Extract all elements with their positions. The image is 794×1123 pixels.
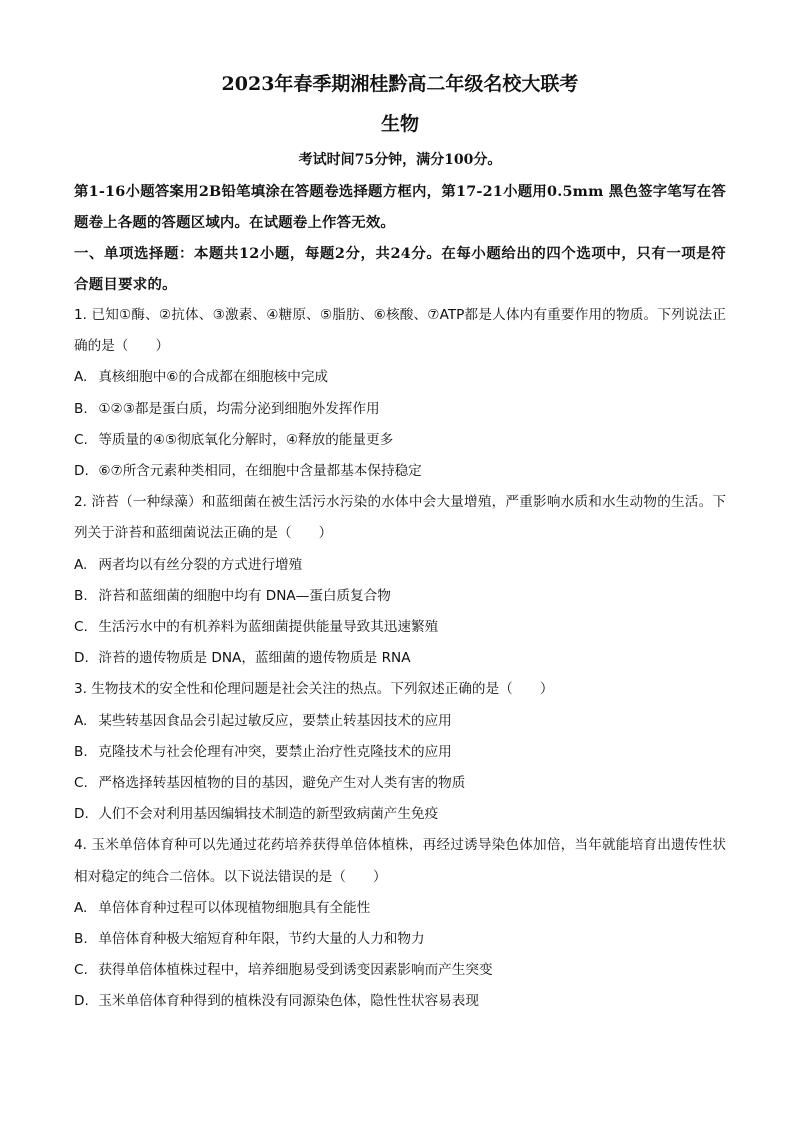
exam-page [74,64,726,1018]
option-text: 人们不会对利用基因编辑技术制造的新型致病菌产生免疫 [98,806,439,823]
question-stem: 2. 浒苔（一种绿藻）和蓝细菌在被生活污水污染的水体中会大量增殖，严重影响水质和水生动物的生活。下列关于浒苔和蓝细菌说法正确的是（ ） [74,494,726,542]
option-letter: A. [74,369,88,386]
option-b [74,394,726,425]
option-d [74,986,726,1017]
option-text: 生活污水中的有机养料为蓝细菌提供能量导致其迅速繁殖 [98,619,439,636]
option-text: ①②③都是蛋白质，均需分泌到细胞外发挥作用 [98,400,380,417]
option-a [74,893,726,924]
option-text: 某些转基因食品会引起过敏反应，要禁止转基因技术的应用 [98,712,452,729]
question-4 [74,830,726,1017]
option-letter: C. [74,431,88,448]
option-letter: A. [74,899,88,916]
option-letter: B. [74,743,88,760]
subject-title: 生物 [380,113,419,135]
question-2 [74,487,726,674]
option-letter: B. [74,931,88,948]
option-letter: C. [74,962,88,979]
option-text: 单倍体育种极大缩短育种年限，节约大量的人力和物力 [98,931,425,948]
question-1 [74,300,726,487]
exam-info: 考试时间75分钟，满分100分。 [298,152,502,168]
option-letter: B. [74,587,88,604]
exam-title: 2023年春季期湘桂黔高二年级名校大联考 [221,73,579,95]
option-text: 严格选择转基因植物的目的基因，避免产生对人类有害的物质 [98,775,466,792]
option-c [74,612,726,643]
option-letter: D. [74,993,89,1010]
option-letter: A. [74,712,88,729]
option-a [74,706,726,737]
question-stem: 3. 生物技术的安全性和伦理问题是社会关注的热点。下列叙述正确的是（ ） [74,681,554,698]
section-heading: 一、单项选择题：本题共12小题，每题2分，共24分。在每小题给出的四个选项中，只有一项是符合题目要求的。 [74,245,726,293]
option-text: 真核细胞中⑥的合成都在细胞核中完成 [98,369,329,386]
option-letter: D. [74,650,89,667]
option-text: 浒苔的遗传物质是 DNA，蓝细菌的遗传物质是 RNA [98,650,411,667]
option-letter: C. [74,619,88,636]
question-stem: 1. 已知①酶、②抗体、③激素、④糖原、⑤脂肪、⑥核酸、⑦ATP都是人体内有重要作用的物质。下列说法正确的是（ ） [74,307,726,355]
option-text: 获得单倍体植株过程中，培养细胞易受到诱变因素影响而产生突变 [98,962,493,979]
question-3 [74,674,726,830]
option-letter: C. [74,775,88,792]
option-text: 浒苔和蓝细菌的细胞中均有 DNA—蛋白质复合物 [98,587,391,604]
option-d [74,456,726,487]
option-b [74,581,726,612]
option-letter: D. [74,463,89,480]
option-a [74,550,726,581]
option-text: 两者均以有丝分裂的方式进行增殖 [98,556,303,573]
option-text: ⑥⑦所含元素种类相同，在细胞中含量都基本保持稳定 [98,463,422,480]
option-c [74,425,726,456]
option-text: 单倍体育种过程可以体现植物细胞具有全能性 [98,899,371,916]
option-text: 等质量的④⑤彻底氧化分解时，④释放的能量更多 [98,431,394,448]
question-stem: 4. 玉米单倍体育种可以先通过花药培养获得单倍体植株，再经过诱导染色体加倍，当年就能培育出遗传性状相对稳定的纯合二倍体。以下说法错误的是（ ） [74,837,726,885]
answer-notice: 第1-16小题答案用2B铅笔填涂在答题卷选择题方框内，第17-21小题用0.5mm 黑色签字笔写在答题卷上各题的答题区域内。在试题卷上作答无效。 [74,183,726,231]
option-text: 克隆技术与社会伦理有冲突，要禁止治疗性克隆技术的应用 [98,743,452,760]
option-letter: D. [74,806,89,823]
option-letter: B. [74,400,88,417]
option-a [74,362,726,393]
option-b [74,737,726,768]
option-letter: A. [74,556,88,573]
option-b [74,924,726,955]
option-d [74,643,726,674]
option-d [74,799,726,830]
option-c [74,768,726,799]
option-text: 玉米单倍体育种得到的植株没有同源染色体，隐性性状容易表现 [98,993,479,1010]
option-c [74,955,726,986]
